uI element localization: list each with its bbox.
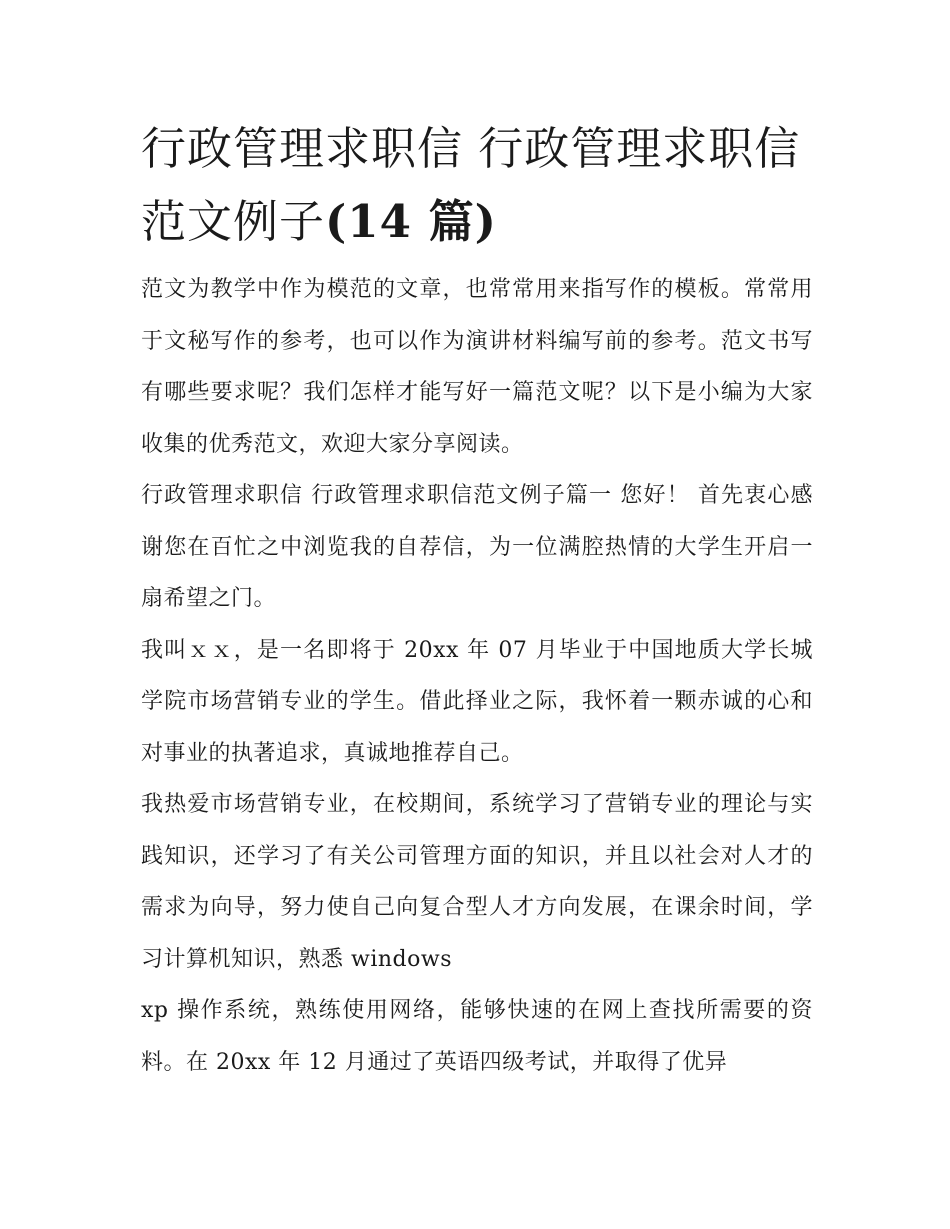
paragraph-intro: 范文为教学中作为模范的文章，也常常用来指写作的模板。常常用于文秘写作的参考，也可以作为演讲材料编写前的参考。范文书写有哪些要求呢？我们怎样才能写好一篇范文呢？以下是小编为大家收集的优秀范文，欢迎大家分享阅读。 [141,277,813,457]
document-title [141,112,813,258]
title-count-text: (14 篇) [325,195,497,248]
paragraph-self-intro: 我叫ｘｘ，是一名即将于 20xx 年 07 月毕业于中国地质大学长城学院市场营销专业的学生。借此择业之际，我怀着一颗赤诚的心和对事业的执著追求，真诚地推荐自己。 [141,637,813,766]
paragraph-study: 我热爱市场营销专业，在校期间，系统学习了营销专业的理论与实践知识，还学习了有关公司管理方面的知识，并且以社会对人才的需求为向导，努力使自己向复合型人才方向发展，在课余时间，学习计算机知识，熟悉 windows [141,792,813,972]
paragraph-greeting: 行政管理求职信 行政管理求职信范文例子篇一 您好！ 首先衷心感谢您在百忙之中浏览我的自荐信，为一位满腔热情的大学生开启一扇希望之门。 [141,483,813,611]
title-main-text: 行政管理求职信 行政管理求职信范文例子 [141,122,801,248]
paragraph-skills: xp 操作系统，熟练使用网络，能够快速的在网上查找所需要的资料。在 20xx 年 12 月通过了英语四级考试，并取得了优异 [141,998,813,1075]
document-page [141,112,813,1088]
